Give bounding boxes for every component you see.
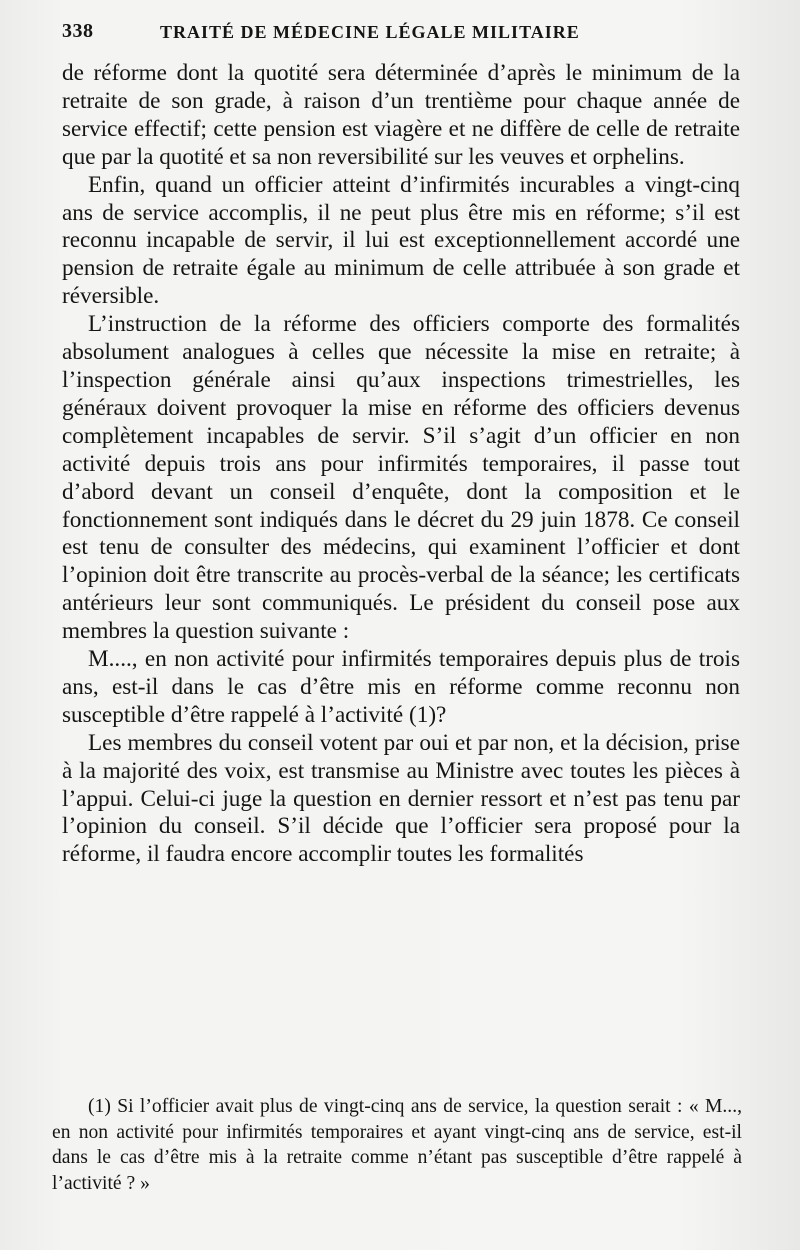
page-number: 338	[62, 20, 94, 42]
paragraph: de réforme dont la quotité sera déterminée d’après le minimum de la retraite de son grade, à raison d’un trentième pour chaque année de service effectif; cette pension est viagère et ne diffère de celle de retraite que par la quotité et sa non reversibilité sur les veuves et orphelins.	[62, 60, 740, 170]
paragraph: Enfin, quand un officier atteint d’infirmités incurables a vingt-cinq ans de service accomplis, il ne peut plus être mis en réforme; s’il est reconnu incapable de servir, il lui est exceptionnellement accordé une pension de retraite égale au minimum de celle attribuée à son grade et réversible.	[62, 171, 740, 310]
main-text	[62, 60, 740, 869]
paragraph: Les membres du conseil votent par oui et par non, et la décision, prise à la majorité des voix, est transmise au Ministre avec toutes les pièces à l’appui. Celui-ci juge la question en dernier ressort et n’est pas tenu par l’opinion du conseil. S’il décide que l’officier sera proposé pour la réforme, il faudra encore accomplir toutes les formalités	[62, 729, 740, 868]
running-title: TRAITÉ DE MÉDECINE LÉGALE MILITAIRE	[160, 22, 580, 42]
quoted-question: M...., en non activité pour infirmités temporaires depuis plus de trois ans, est-il dans le cas d’être mis en réforme comme reconnu non susceptible d’être rappelé à l’activité (1)?	[62, 646, 740, 728]
footnote-text: (1) Si l’officier avait plus de vingt-cinq ans de service, la question serait : « M..., en non activité pour infirmités temporaires et ayant vingt-cinq ans de service, est-il dans le cas d’être mis à la retraite comme n’étant pas susceptible d’être rappelé à l’activité ? »	[52, 1096, 742, 1194]
paragraph: L’instruction de la réforme des officiers comporte des formalités absolument analogues à celles que nécessite la mise en retraite; à l’inspection générale ainsi qu’aux inspections trimestrielles, les généraux doivent provoquer la mise en réforme des officiers devenus complètement incapables de servir. S’il s’agit d’un officier en non activité depuis trois ans pour infirmités temporaires, il passe tout d’abord devant un conseil d’enquête, dont la composition et le fonctionnement sont indiqués dans le décret du 29 juin 1878. Ce conseil est tenu de consulter des médecins, qui examinent l’officier et dont l’opinion doit être transcrite au procès-verbal de la séance; les certificats antérieurs leur sont communiqués. Le président du conseil pose aux membres la question suivante :	[62, 311, 740, 645]
footnote	[52, 1094, 742, 1196]
